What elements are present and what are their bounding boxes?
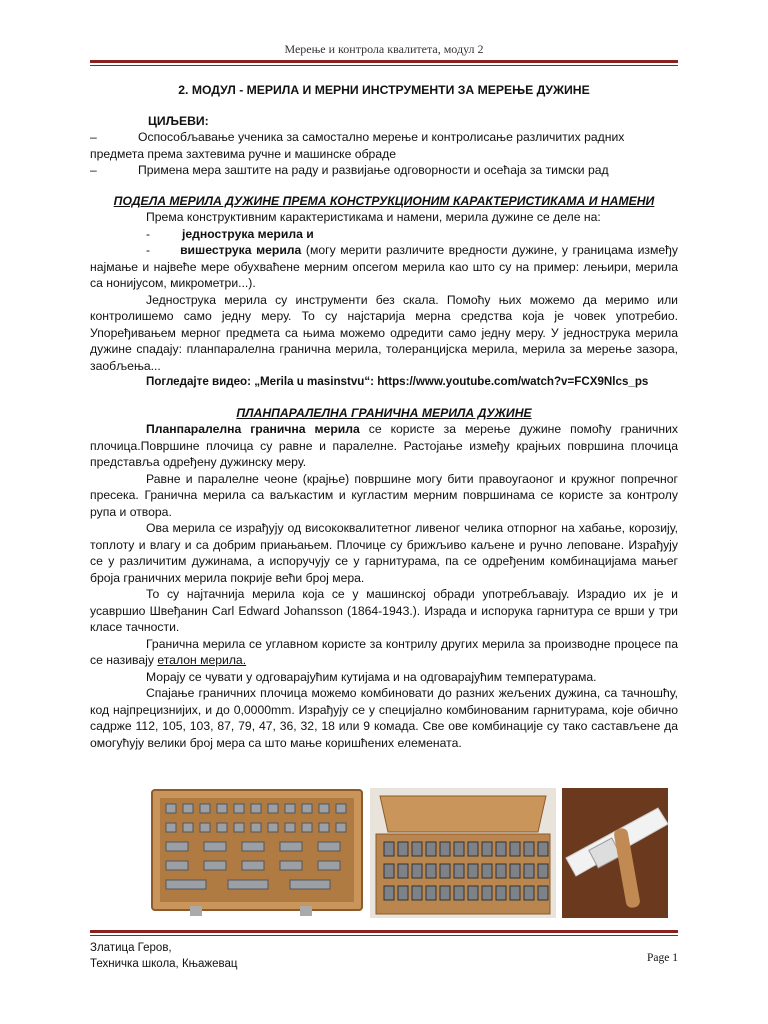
gauge-block-slot — [251, 804, 261, 813]
list-marker: - — [146, 243, 151, 257]
gauge-block-slot — [454, 864, 464, 878]
gauge-block-slot — [468, 886, 478, 900]
footer-rule-thin — [90, 935, 678, 936]
gauge-block-slot — [166, 804, 176, 813]
gauge-block-slot — [217, 823, 227, 832]
paragraph-text: се користе за мерење дужине помоћу граничних плочица.Површине плочица су равне и паралелне. Растојање између крајњих површина плочица представља одређену дужинску меру. — [90, 422, 678, 469]
video-link[interactable]: Погледајте видео: „Merila u masinstvu“: https://www.youtube.com/watch?v=FCX9Nlcs_ps — [146, 375, 649, 388]
gauge-block-slot — [468, 842, 478, 856]
gauge-block-slot — [398, 886, 408, 900]
gauge-block-handheld-photo — [562, 788, 668, 918]
gauge-block-slot — [510, 842, 520, 856]
gauge-block-slot — [538, 864, 548, 878]
gauge-block-slot — [384, 886, 394, 900]
gauge-block-slot — [482, 842, 492, 856]
gauge-block-slot — [440, 864, 450, 878]
gauge-block-slot — [166, 861, 188, 870]
list-text-bold: вишеструка мерила — [180, 243, 302, 257]
gauge-block-slot — [496, 842, 506, 856]
gauge-block-slot — [200, 823, 210, 832]
paragraph: То су најтачнија мерила која се у машинској обради употребљавају. Израдио их је и усавршио Швеђанин Carl Edward Johansson (1864-1943.). Израда и испорука гарнитура се врши у три класе тачности. — [90, 587, 678, 634]
gauge-block-slot — [280, 861, 302, 870]
running-header: Мерење и контрола квалитета, модул 2 — [284, 42, 484, 56]
gauge-block-slot — [280, 842, 302, 851]
underlined-term: еталон мерила. — [157, 653, 247, 667]
paragraph: Ова мерила се израђују од висококвалитетног ливеног челика отпорног на хабање, корозију, топлоту и влагу и са добрим приањањем. Плочице су брижљиво каљене и ручно леповане. Израђују се у различитим дужинама, а испоручују се у гарнитурама, па се одређеним комбинацијама мањег броја граничних мерила покрије већи број мера. — [90, 521, 678, 585]
gauge-block-slot — [319, 804, 329, 813]
gauge-block-slot — [166, 842, 188, 851]
photo-strip — [150, 788, 670, 920]
header-rule-thin — [90, 65, 678, 66]
paragraph: Равне и паралелне чеоне (крајње) површине могу бити правоугаоног и кружног попречног пресека. Гранична мерила са ваљкастим и кугластим мерним површинама се користе за контролу рупа и отвора. — [90, 471, 678, 519]
gauge-block-slot — [426, 864, 436, 878]
goal-item — [90, 129, 678, 162]
paragraph: Морају се чувати у одговарајућим кутијама и на одговарајућим температурама. — [146, 669, 597, 684]
list-item — [90, 226, 678, 243]
paragraph — [90, 636, 678, 669]
gauge-block-slot — [454, 842, 464, 856]
gauge-block-slot — [496, 864, 506, 878]
gauge-block-slot — [251, 823, 261, 832]
gauge-block-slot — [183, 823, 193, 832]
gauge-block-case-photo — [370, 788, 556, 918]
gauge-block-slot — [302, 804, 312, 813]
paragraph: Једнострука мерила су инструменти без скала. Помоћу њих можемо да меримо или контролишемо само једну меру. То су најстарија мерна средства која је човек употребио. Упоређивањем мерног предмета са њима можемо одредити само једну меру. У једнострука мерила дужине спадају: планпаралелна гранична мерила, толеранцијска мерила, мерила за мерење зазора, заобљења... — [90, 292, 678, 373]
gauge-block-slot — [302, 823, 312, 832]
goals-heading: ЦИЉЕВИ: — [148, 113, 209, 128]
gauge-block-slot — [318, 842, 340, 851]
list-text: једнострука мерила и — [182, 226, 314, 241]
gauge-block-set-photo — [150, 788, 364, 918]
gauge-block-slot — [290, 880, 330, 889]
gauge-block-slot — [510, 864, 520, 878]
gauge-block-slot — [412, 842, 422, 856]
gauge-block-slot — [242, 861, 264, 870]
gauge-block-slot — [538, 886, 548, 900]
list-text: (могу мерити различите вредности дужине, у границама између најмање и највеће мере обухваћене мерним опсегом мерила као што су на пример: лењири, мерила са нонијусом, микрометри...). — [90, 243, 678, 290]
gauge-block-slot — [440, 886, 450, 900]
section-heading-gauge-blocks: ПЛАНПАРАЛЕЛНА ГРАНИЧНА МЕРИЛА ДУЖИНЕ — [236, 405, 532, 420]
gauge-block-slot — [285, 823, 295, 832]
gauge-block-slot — [510, 886, 520, 900]
gauge-block-slot — [524, 842, 534, 856]
gauge-block-slot — [398, 842, 408, 856]
gauge-block-slot — [426, 842, 436, 856]
gauge-block-slot — [204, 842, 226, 851]
footer — [90, 940, 678, 972]
gauge-block-slot — [454, 886, 464, 900]
gauge-block-slot — [318, 861, 340, 870]
gauge-block-slot — [412, 886, 422, 900]
gauge-block-slot — [398, 864, 408, 878]
gauge-block-slot — [384, 864, 394, 878]
paragraph: Према конструктивним карактеристикама и намени, мерила дужине се деле на: — [146, 210, 601, 224]
gauge-block-slot — [440, 842, 450, 856]
gauge-block-slot — [482, 886, 492, 900]
goal-marker: – — [90, 163, 97, 177]
bold-term: Планпаралелна гранична мерила — [146, 422, 360, 436]
gauge-block-slot — [268, 804, 278, 813]
gauge-block-slot — [482, 864, 492, 878]
paragraph — [90, 421, 678, 471]
goal-text: Оспособљавање ученика за самостално мерење и контролисање различитих радних предмета према захтевима ручне и машинске обраде — [90, 130, 625, 161]
gauge-block-slot — [496, 886, 506, 900]
gauge-block-slot — [426, 886, 436, 900]
gauge-block-slot — [234, 823, 244, 832]
gauge-block-slot — [217, 804, 227, 813]
footer-rule — [90, 930, 678, 933]
page-number: Page 1 — [647, 952, 678, 964]
goal-marker: – — [90, 130, 97, 144]
gauge-block-slot — [268, 823, 278, 832]
document-body — [90, 82, 678, 751]
gauge-block-slot — [183, 804, 193, 813]
gauge-block-slot — [384, 842, 394, 856]
goal-text: Примена мера заштите на раду и развијање одговорности и осећаја за тимски рад — [138, 163, 609, 177]
gauge-block-slot — [200, 804, 210, 813]
gauge-block-slot — [468, 864, 478, 878]
gauge-block-slot — [166, 880, 206, 889]
section-heading-classification: ПОДЕЛА МЕРИЛА ДУЖИНЕ ПРЕМА КОНСТРУКЦИОНИМ КАРАКТЕРИСТИКАМА И НАМЕНИ — [113, 193, 655, 208]
gauge-block-slot — [166, 823, 176, 832]
header-rule — [90, 60, 678, 63]
gauge-block-slot — [336, 823, 346, 832]
goal-item — [90, 162, 678, 179]
gauge-block-slot — [319, 823, 329, 832]
paragraph: Спајање граничних плочица можемо комбиновати до разних жељених дужина, са тачношћу, код најпрецизнијих, и до 0,0000mm. Израђују се у специјално комбинованим гарнитурама, које обично садрже 112, 105, 103, 87, 79, 47, 36, 32, 18 или 9 комада. Све ове комбинације су тако састављене да омогућују велики број мера са што мање коришћених елемената. — [90, 686, 678, 750]
list-item — [90, 242, 678, 292]
gauge-block-slot — [285, 804, 295, 813]
footer-school: Техничка школа, Књажевац — [90, 958, 238, 970]
module-title: 2. МОДУЛ - МЕРИЛА И МЕРНИ ИНСТРУМЕНТИ ЗА МЕРЕЊЕ ДУЖИНЕ — [178, 83, 590, 97]
gauge-block-slot — [538, 842, 548, 856]
gauge-block-slot — [234, 804, 244, 813]
list-marker: - — [146, 226, 151, 241]
gauge-block-slot — [524, 864, 534, 878]
gauge-block-slot — [228, 880, 268, 889]
gauge-block-slot — [412, 864, 422, 878]
gauge-block-slot — [336, 804, 346, 813]
gauge-block-slot — [524, 886, 534, 900]
gauge-block-slot — [204, 861, 226, 870]
gauge-block-slot — [242, 842, 264, 851]
paragraph-text: Гранична мерила се углавном користе за контрилу других мерила за производне процесе па се називају — [90, 636, 678, 667]
footer-author: Златица Геров, — [90, 942, 172, 954]
